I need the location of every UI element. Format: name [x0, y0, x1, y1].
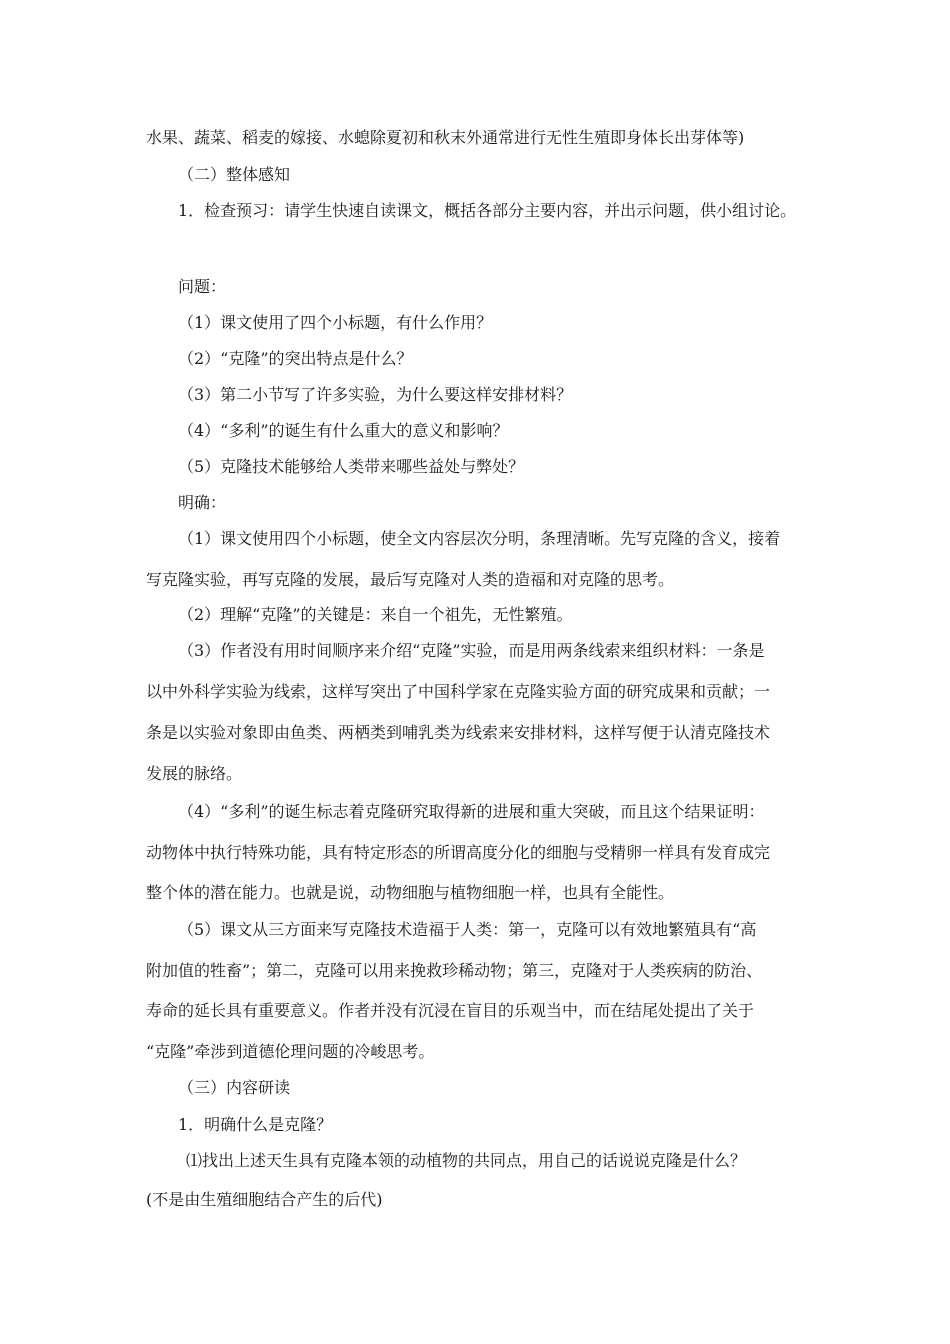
answer-3-line-1: （3）作者没有用时间顺序来介绍“克隆”实验，而是用两条线索来组织材料：一条是 — [178, 641, 765, 660]
answer-4-line-1: （4）“多利”的诞生标志着克隆研究取得新的进展和重大突破，而且这个结果证明： — [178, 802, 765, 821]
answer-3-line-4: 发展的脉络。 — [146, 764, 243, 783]
answer-4-line-3: 整个体的潜在能力。也就是说，动物细胞与植物细胞一样，也具有全能性。 — [146, 883, 675, 902]
section-heading-content: （三）内容研读 — [178, 1078, 291, 1097]
content-subitem-1-answer: (不是由生殖细胞结合产生的后代) — [146, 1190, 383, 1209]
content-subitem-1: ⑴找出上述天生具有克隆本领的动植物的共同点，用自己的话说说克隆是什么？ — [186, 1151, 747, 1170]
answer-2: （2）理解“克隆”的关键是：来自一个祖先，无性繁殖。 — [178, 605, 573, 624]
answer-1-line-1: （1）课文使用四个小标题，使全文内容层次分明，条理清晰。先写克隆的含义，接着 — [178, 529, 781, 548]
answer-3-line-2: 以中外科学实验为线索，这样写突出了中国科学家在克隆实验方面的研究成果和贡献；一 — [146, 682, 771, 701]
question-3: （3）第二小节写了许多实验，为什么要这样安排材料？ — [178, 385, 573, 404]
text-line-1: 水果、蔬菜、稻麦的嫁接、水螅除夏初和秋末外通常进行无性生殖即身体长出芽体等) — [146, 128, 745, 147]
answers-label: 明确： — [178, 493, 227, 512]
text-line-preview: 1．检查预习：请学生快速自读课文，概括各部分主要内容，并出示问题，供小组讨论。 — [178, 201, 797, 220]
questions-label: 问题： — [178, 277, 227, 296]
question-4: （4）“多利”的诞生有什么重大的意义和影响？ — [178, 421, 509, 440]
answer-5-line-1: （5）课文从三方面来写克隆技术造福于人类：第一，克隆可以有效地繁殖具有“高 — [178, 920, 757, 939]
answer-4-line-2: 动物体中执行特殊功能，具有特定形态的所谓高度分化的细胞与受精卵一样具有发育成完 — [146, 843, 771, 862]
question-2: （2）“克隆”的突出特点是什么？ — [178, 349, 413, 368]
answer-5-line-2: 附加值的牲畜”；第二，克隆可以用来挽救珍稀动物；第三，克隆对于人类疾病的防治、 — [146, 961, 763, 980]
section-heading-overall: （二）整体感知 — [178, 165, 291, 184]
answer-1-line-2: 写克隆实验，再写克隆的发展，最后写克隆对人类的造福和对克隆的思考。 — [146, 570, 675, 589]
answer-5-line-3: 寿命的延长具有重要意义。作者并没有沉浸在盲目的乐观当中，而在结尾处提出了关于 — [146, 1001, 755, 1020]
answer-3-line-3: 条是以实验对象即由鱼类、两栖类到哺乳类为线索来安排材料，这样写便于认清克隆技术 — [146, 723, 771, 742]
question-5: （5）克隆技术能够给人类带来哪些益处与弊处？ — [178, 457, 525, 476]
question-1: （1）课文使用了四个小标题，有什么作用？ — [178, 313, 493, 332]
answer-5-line-4: “克隆”牵涉到道德伦理问题的冷峻思考。 — [146, 1042, 435, 1061]
content-item-1: 1．明确什么是克隆？ — [178, 1115, 333, 1134]
